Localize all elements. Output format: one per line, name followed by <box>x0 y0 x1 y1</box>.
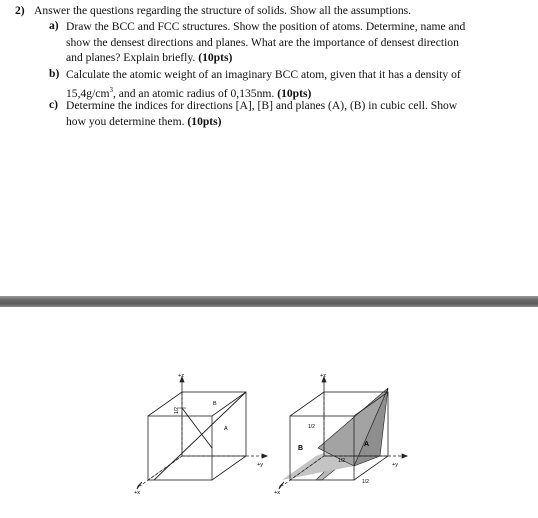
part-a-line-3: and planes? Explain briefly. <box>66 51 196 65</box>
right-frac-mid: 1/2 <box>338 458 345 464</box>
part-c-label: c) <box>49 98 59 111</box>
left-x-axis-dashed <box>140 456 182 486</box>
left-cube-figure <box>120 370 280 510</box>
left-cube-edge <box>212 392 246 416</box>
left-frac-label: 1/2 <box>174 407 180 414</box>
part-c-line-2: how you determine them. <box>66 114 185 128</box>
right-cube-edge <box>290 392 324 416</box>
left-cube-front-face <box>148 416 212 480</box>
part-b-line-1: Calculate the atomic weight of an imaginary BCC atom, given that it has a density of <box>66 68 461 81</box>
part-c-points: (10pts) <box>187 114 222 128</box>
right-frac-bottom: 1/2 <box>362 479 369 485</box>
left-label-B: B <box>213 401 217 407</box>
part-c-line-1: Determine the indices for directions [A], [B] and planes (A), (B) in cubic cell. Show <box>66 99 458 112</box>
right-cube-figure <box>262 370 422 510</box>
left-axis-y-label: +y <box>257 462 263 468</box>
right-axis-x-label: +x <box>274 490 280 496</box>
part-a-points: (10pts) <box>198 51 233 65</box>
right-label-B: B <box>298 445 304 452</box>
part-b-label: b) <box>49 67 60 80</box>
part-b-radius: , and an atomic radius of 0,135nm. <box>112 86 275 100</box>
direction-A-vector <box>182 408 212 448</box>
question-heading: Answer the questions regarding the structure of solids. Show all the assumptions. <box>34 4 412 17</box>
right-axis-y-label: +y <box>392 462 398 468</box>
part-a-line-1: Draw the BCC and FCC structures. Show the position of atoms. Determine, name and <box>66 20 466 33</box>
right-axis-z-label: +z <box>320 373 326 379</box>
question-number: 2) <box>15 4 25 17</box>
part-b-density: 15,4g/cm <box>66 86 110 100</box>
left-axis-z-label: +z <box>178 373 184 379</box>
page-divider-bar <box>0 296 538 307</box>
right-frac-top: 1/2 <box>308 424 315 430</box>
right-y-arrowhead <box>402 454 407 458</box>
part-a-line-2: show the densest directions and planes. What are the importance of densest direction <box>66 35 459 49</box>
direction-B-vector <box>154 392 246 480</box>
part-a-label: a) <box>49 19 59 32</box>
part-b-points: (10pts) <box>277 86 312 100</box>
left-axis-x-label: +x <box>134 490 140 496</box>
part-b-density-exponent: 3 <box>109 85 113 94</box>
left-label-A: A <box>224 426 228 432</box>
left-cube-edge <box>212 456 246 480</box>
right-label-A: A <box>364 441 370 448</box>
